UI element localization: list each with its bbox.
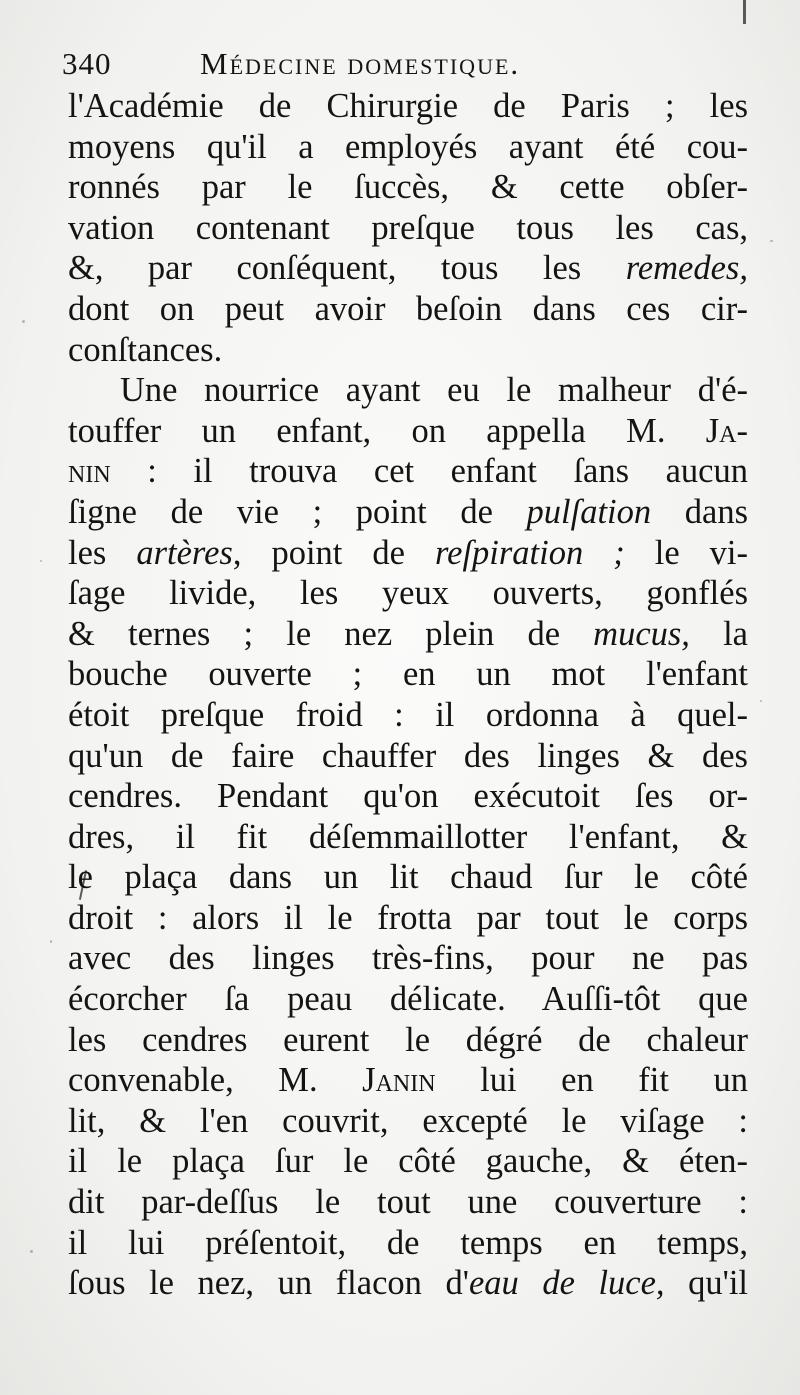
- paper-speck: [30, 1250, 33, 1253]
- text-line: cendres. Pendant qu'on exécutoit ſes or-: [68, 777, 748, 816]
- text-line: écorcher ſa peau délicate. Auſſi-tôt que: [68, 980, 748, 1019]
- text-line: le plaça dans un lit chaud ſur le côté: [68, 858, 748, 897]
- text-line: bouche ouverte ; en un mot l'enfant: [68, 655, 748, 694]
- text-line: il lui préſentoit, de temps en temps,: [68, 1223, 748, 1262]
- text-line: dit par-deſſus le tout une couverture :: [68, 1183, 748, 1222]
- text-line: convenable, M. Janin lui en fit un: [68, 1061, 748, 1100]
- paper-speck: [50, 940, 52, 943]
- text-line: dont on peut avoir beſoin dans ces cir-: [68, 289, 748, 328]
- paper-speck: [760, 700, 762, 702]
- text-line: ſage livide, les yeux ouverts, gonflés: [68, 574, 748, 613]
- text-line: nin : il trouva cet enfant ſans aucun: [68, 452, 748, 491]
- text-line: l'Académie de Chirurgie de Paris ; les: [68, 87, 748, 125]
- page-header: [62, 40, 682, 88]
- text-line: les artères, point de reſpiration ; le vi-: [68, 533, 748, 572]
- text-line: il le plaça ſur le côté gauche, & éten-: [68, 1142, 748, 1181]
- text-line: &, par conſéquent, tous les remedes,: [68, 249, 748, 288]
- page-number: 340: [62, 46, 112, 81]
- text-line: moyens qu'il a employés ayant été cou-: [68, 127, 748, 166]
- text-line: ſigne de vie ; point de pulſation dans: [68, 492, 748, 531]
- text-line: touffer un enfant, on appella M. Ja-: [68, 411, 748, 450]
- text-line: ſous le nez, un flacon d'eau de luce, qu'il: [68, 1264, 749, 1303]
- text-line: droit : alors il le frotta par tout le corps: [68, 898, 748, 937]
- text-line: dres, il fit déſemmaillotter l'enfant, &: [68, 817, 748, 856]
- text-line: conſtances.: [68, 330, 223, 369]
- text-line: lit, & l'en couvrit, excepté le viſage :: [68, 1101, 748, 1140]
- text-line: vation contenant preſque tous les cas,: [68, 208, 748, 247]
- text-line: & ternes ; le nez plein de mucus, la: [68, 614, 748, 653]
- text-line: étoit preſque froid : il ordonna à quel-: [68, 695, 748, 734]
- text-line: qu'un de faire chauffer des linges & des: [68, 736, 748, 775]
- page-edge-mark: [743, 0, 746, 24]
- body-text: [68, 86, 748, 1304]
- paper-speck: [22, 320, 25, 323]
- text-line: avec des linges très-fins, pour ne pas: [68, 939, 748, 978]
- paper-speck: [40, 560, 42, 562]
- text-line: les cendres eurent le dégré de chaleur: [68, 1020, 748, 1059]
- text-line: ronnés par le ſuccès, & cette obſer-: [68, 168, 748, 207]
- paragraph-start-line: Une nourrice ayant eu le malheur d'é-: [120, 371, 748, 410]
- running-title: Médecine domestique.: [200, 46, 521, 81]
- paper-speck: [770, 240, 773, 242]
